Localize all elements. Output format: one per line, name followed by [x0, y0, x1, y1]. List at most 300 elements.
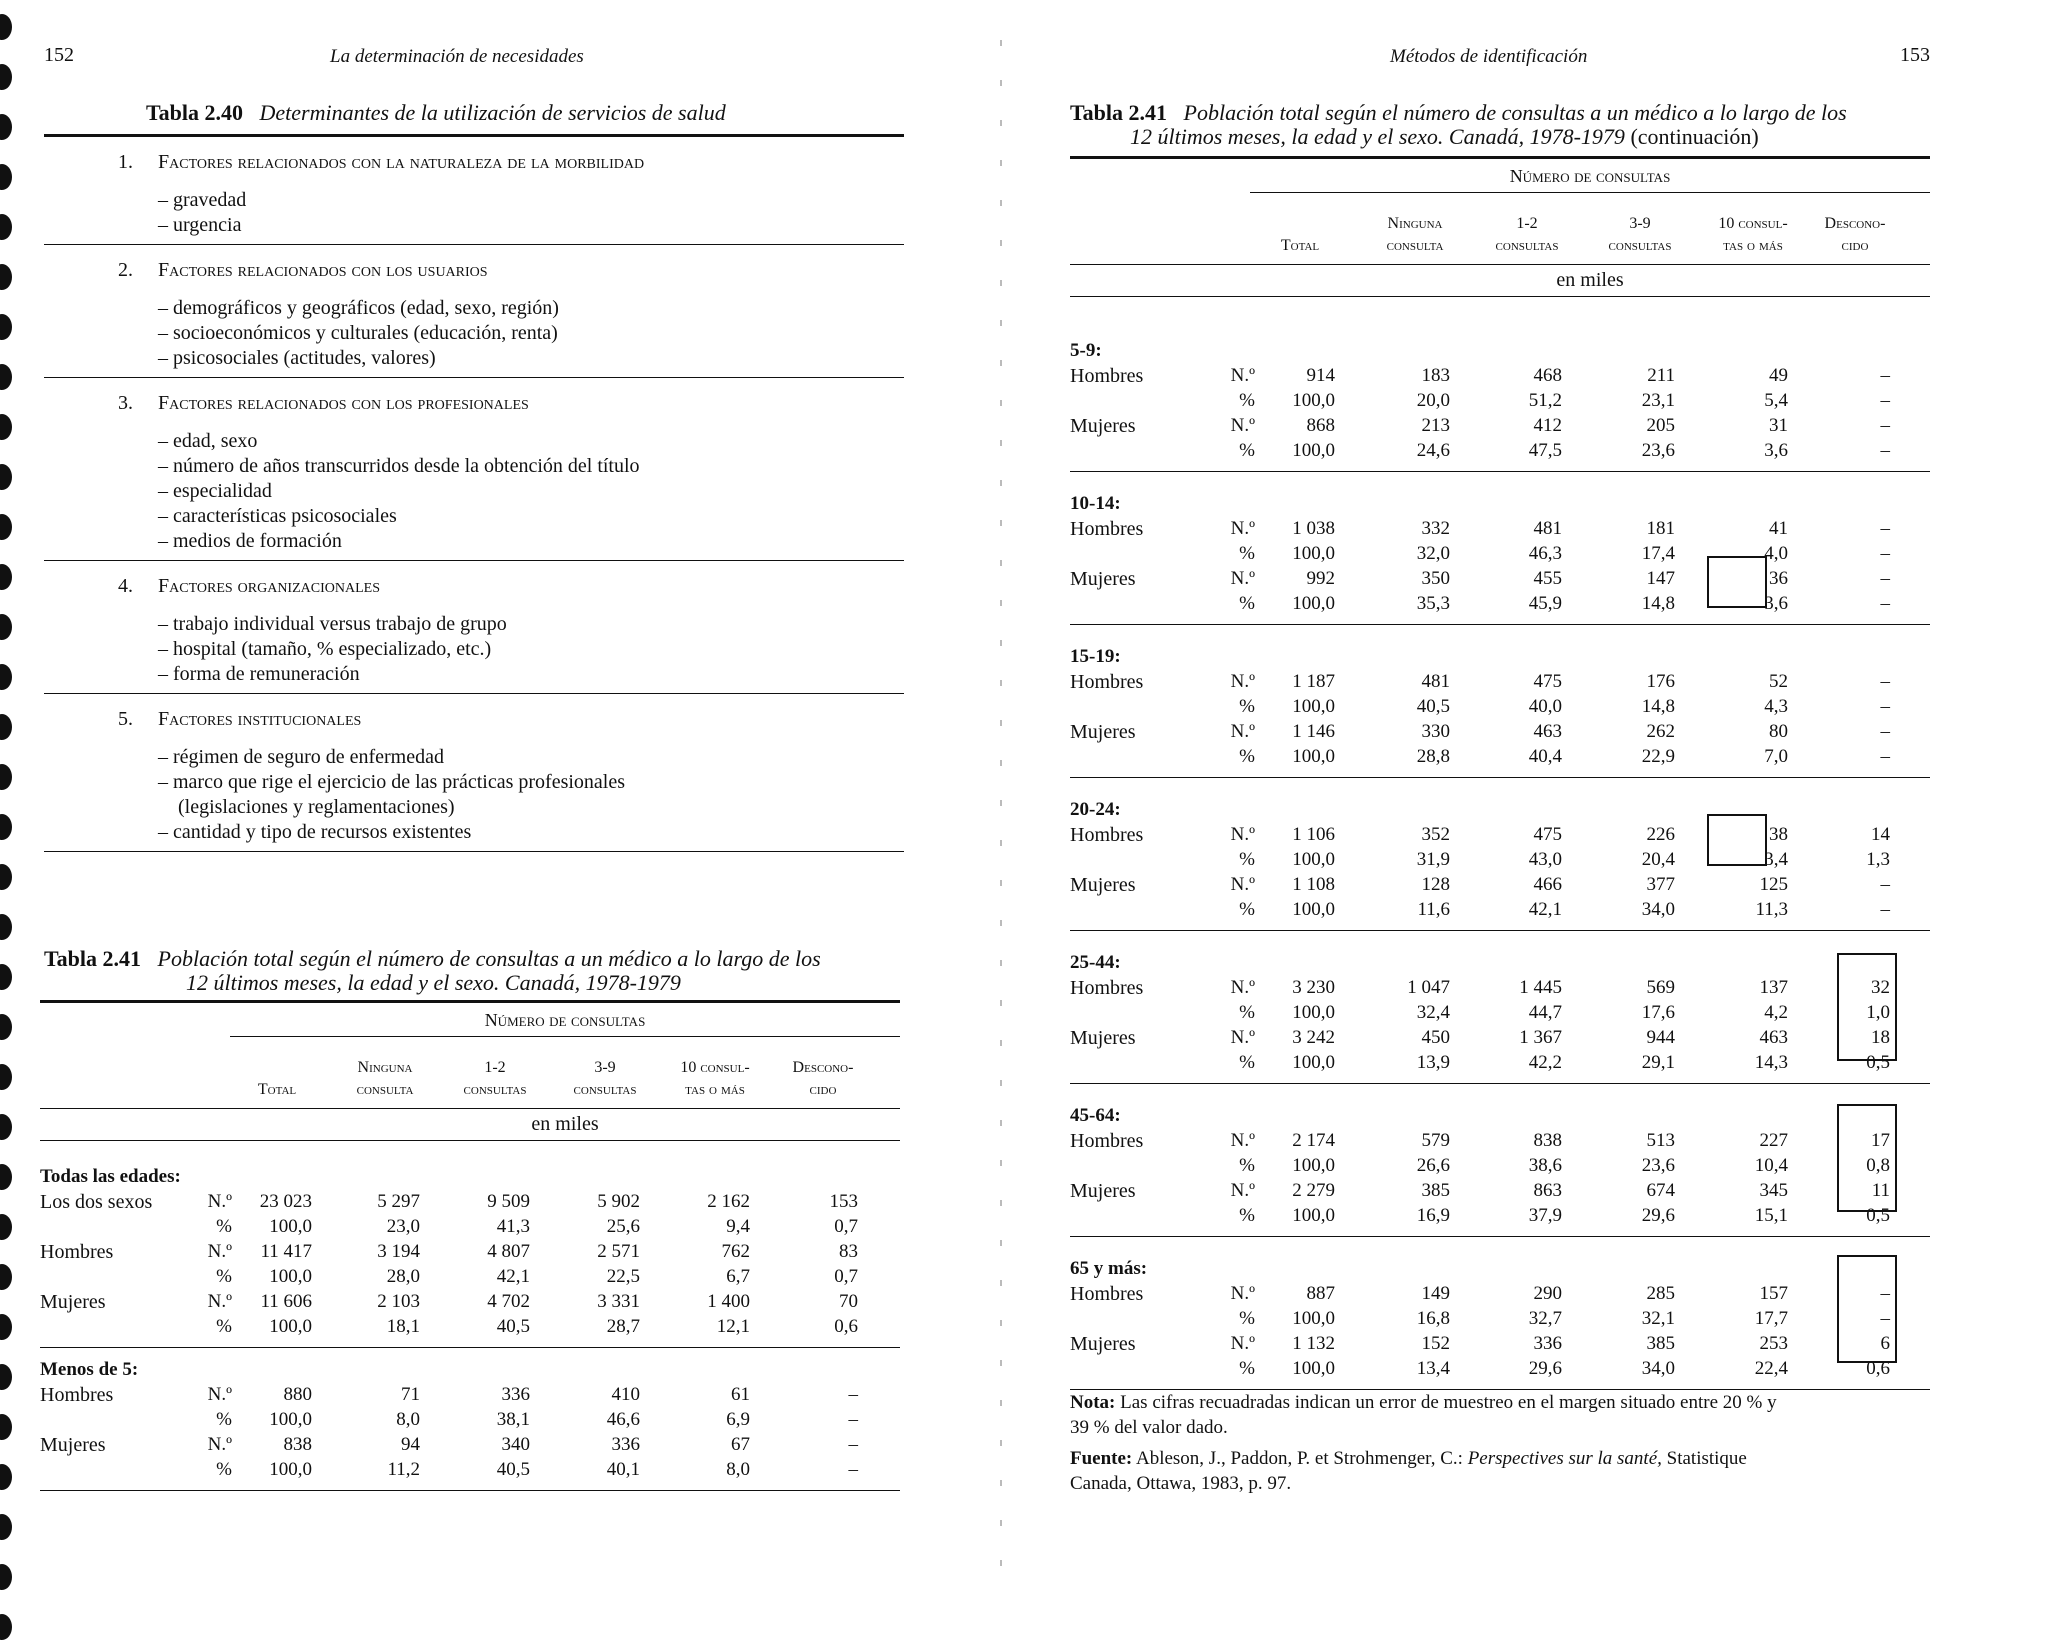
row-unit: % — [216, 1409, 232, 1430]
super-header-rule — [1250, 192, 1930, 193]
section-number: 2. — [118, 259, 133, 281]
error-box — [1837, 953, 1897, 1061]
table-cell: 3 242 — [1292, 1027, 1335, 1048]
table-cell: – — [1880, 415, 1890, 436]
table-cell: 100,0 — [1292, 390, 1335, 411]
table-cell: 226 — [1646, 824, 1675, 845]
table-cell: 455 — [1533, 568, 1562, 589]
table-cell: 481 — [1533, 518, 1562, 539]
table-cell: 42,2 — [1528, 1052, 1562, 1073]
binding-hole — [0, 1414, 12, 1440]
table-cell: – — [1880, 696, 1890, 717]
table-cell: 2 279 — [1292, 1180, 1335, 1201]
table-cell: 410 — [611, 1384, 640, 1405]
row-label: Mujeres — [40, 1434, 106, 1456]
column-header: 10 consul- — [680, 1059, 750, 1076]
column-header: consulta — [1386, 237, 1444, 254]
table-cell: 34,0 — [1641, 1358, 1675, 1379]
table-cell: 23,6 — [1641, 440, 1675, 461]
table-cell: 211 — [1647, 365, 1675, 386]
row-unit: N.º — [207, 1434, 232, 1455]
row-unit: N.º — [1230, 824, 1255, 845]
table-cell: 1 400 — [707, 1291, 750, 1312]
table-cell: 8,0 — [726, 1459, 750, 1480]
column-header: 1-2 — [484, 1059, 506, 1076]
source-publisher: Statistique — [1666, 1448, 1747, 1469]
table-cell: 1,0 — [1866, 1002, 1890, 1023]
super-header: Número de consultas — [1509, 166, 1671, 186]
row-unit: N.º — [1230, 518, 1255, 539]
binding-hole — [0, 114, 12, 140]
row-unit: N.º — [1230, 874, 1255, 895]
table-cell: 450 — [1421, 1027, 1450, 1048]
table-cell: 29,1 — [1641, 1052, 1675, 1073]
header-rule — [40, 1108, 900, 1109]
row-label: Mujeres — [1070, 415, 1136, 437]
table-cell: 100,0 — [1292, 849, 1335, 870]
table-cell: 17,4 — [1641, 543, 1675, 564]
page-number: 152 — [44, 44, 74, 66]
table-cell: 385 — [1421, 1180, 1450, 1201]
table-cell: 36 — [1769, 568, 1788, 589]
column-header: Total — [257, 1081, 297, 1098]
section-heading: Factores institucionales — [158, 708, 362, 730]
table-cell: 46,3 — [1528, 543, 1562, 564]
table-cell: 227 — [1759, 1130, 1788, 1151]
table-cell: 152 — [1421, 1333, 1450, 1354]
table-cell: 16,8 — [1416, 1308, 1450, 1329]
table-cell: 6,9 — [726, 1409, 750, 1430]
super-header: Número de consultas — [484, 1010, 646, 1030]
table-source — [1070, 1446, 1990, 1496]
table-cell: 38 — [1769, 824, 1788, 845]
column-header: consulta — [356, 1081, 414, 1098]
table-cell: 336 — [1533, 1333, 1562, 1354]
table-cell: 253 — [1759, 1333, 1788, 1354]
section-rule — [44, 693, 904, 694]
table-cell: 45,9 — [1528, 593, 1562, 614]
table-cell: 100,0 — [1292, 543, 1335, 564]
table-cell: 1 047 — [1407, 977, 1450, 998]
table-cell: – — [1880, 721, 1890, 742]
spiral-binding — [0, 0, 16, 1636]
table-cell: 100,0 — [269, 1316, 312, 1337]
group-rule — [1070, 930, 1930, 931]
table-cell: 1 106 — [1292, 824, 1335, 845]
table-cell: 23,6 — [1641, 1155, 1675, 1176]
list-item: – gravedad — [158, 189, 247, 211]
row-unit: % — [1239, 1052, 1255, 1073]
table-cell: 94 — [401, 1434, 420, 1455]
list-item: – hospital (tamaño, % especializado, etc.) — [158, 638, 492, 660]
row-unit: % — [1239, 1308, 1255, 1329]
table-cell: 513 — [1646, 1130, 1675, 1151]
row-label: Hombres — [1070, 518, 1144, 540]
table-cell: 3 194 — [377, 1241, 420, 1262]
table-cell: 128 — [1421, 874, 1450, 895]
table-cell: 332 — [1421, 518, 1450, 539]
table-cell: – — [1880, 543, 1890, 564]
column-header: Ninguna — [357, 1059, 413, 1076]
list-item: – demográficos y geográficos (edad, sexo, región) — [158, 297, 559, 319]
table-cell: 22,4 — [1754, 1358, 1788, 1379]
row-unit: % — [1239, 440, 1255, 461]
table-cell: 13,9 — [1416, 1052, 1450, 1073]
table-cell: 11,3 — [1755, 899, 1788, 920]
column-header: consultas — [463, 1081, 527, 1098]
group-heading: 25-44: — [1070, 952, 1121, 973]
continuation-label: (continuación) — [1630, 124, 1759, 149]
table-cell: 330 — [1421, 721, 1450, 742]
row-label: Mujeres — [1070, 568, 1136, 590]
section-rule — [44, 560, 904, 561]
table-cell: 37,9 — [1528, 1205, 1562, 1226]
table-cell: 83 — [839, 1241, 858, 1262]
table-cell: 992 — [1306, 568, 1335, 589]
binding-hole — [0, 1364, 12, 1390]
group-rule — [1070, 1083, 1930, 1084]
table-cell: – — [848, 1459, 858, 1480]
table-cell: 213 — [1421, 415, 1450, 436]
binding-hole — [0, 664, 12, 690]
table-cell: 15,1 — [1754, 1205, 1788, 1226]
section-rule — [44, 244, 904, 245]
table-cell: 377 — [1646, 874, 1675, 895]
table-cell: 23,0 — [386, 1216, 420, 1237]
left-page — [0, 0, 1000, 1636]
group-rule — [1070, 471, 1930, 472]
binding-hole — [0, 64, 12, 90]
table-cell: 41 — [1769, 518, 1788, 539]
binding-hole — [0, 464, 12, 490]
table-cell: 463 — [1759, 1027, 1788, 1048]
table-cell: 11 606 — [260, 1291, 312, 1312]
table-cell: 18,1 — [386, 1316, 420, 1337]
table-cell: 67 — [731, 1434, 750, 1455]
column-header: consultas — [573, 1081, 637, 1098]
row-label: Hombres — [1070, 365, 1144, 387]
column-header: tas o más — [685, 1081, 745, 1098]
list-item: – medios de formación — [158, 530, 342, 552]
table-cell: 4 807 — [487, 1241, 530, 1262]
table-cell: 3,6 — [1764, 440, 1788, 461]
table-cell: 80 — [1769, 721, 1788, 742]
table-cell: 466 — [1533, 874, 1562, 895]
row-unit: % — [1239, 1155, 1255, 1176]
table-cell: – — [848, 1434, 858, 1455]
table-cell: 43,0 — [1528, 849, 1562, 870]
source-line-2: Canada, Ottawa, 1983, p. 97. — [1070, 1473, 1292, 1494]
row-unit: % — [216, 1316, 232, 1337]
group-rule — [1070, 1236, 1930, 1237]
table-cell: 100,0 — [269, 1216, 312, 1237]
binding-hole — [0, 964, 12, 990]
section-rule — [44, 377, 904, 378]
table-cell: 8,0 — [396, 1409, 420, 1430]
row-unit: N.º — [1230, 365, 1255, 386]
table-cell: 40,5 — [496, 1459, 530, 1480]
section-heading: Factores relacionados con los usuarios — [158, 259, 488, 281]
units-label: en miles — [1556, 269, 1624, 291]
table-cell: 475 — [1533, 671, 1562, 692]
table-cell: 125 — [1759, 874, 1788, 895]
row-unit: % — [1239, 1205, 1255, 1226]
units-rule — [40, 1140, 900, 1141]
binding-hole — [0, 414, 12, 440]
table-cell: 41,3 — [496, 1216, 530, 1237]
binding-hole — [0, 1064, 12, 1090]
table-cell: 100,0 — [1292, 899, 1335, 920]
right-page — [1010, 0, 2048, 1636]
column-header: 10 consul- — [1718, 215, 1788, 232]
table-cell: 1,3 — [1866, 849, 1890, 870]
table-cell: 3,4 — [1764, 849, 1788, 870]
page-number: 153 — [1900, 44, 1930, 66]
row-unit: N.º — [1230, 1130, 1255, 1151]
table-cell: 31 — [1769, 415, 1788, 436]
row-label: Mujeres — [40, 1291, 106, 1313]
source-authors: Ableson, J., Paddon, P. et Strohmenger, C.: — [1135, 1448, 1463, 1469]
row-unit: % — [1239, 746, 1255, 767]
row-unit: N.º — [207, 1384, 232, 1405]
row-unit: % — [1239, 1002, 1255, 1023]
table-cell: 40,1 — [606, 1459, 640, 1480]
table-cell: 262 — [1646, 721, 1675, 742]
table-cell: 17,7 — [1754, 1308, 1788, 1329]
list-item: – número de años transcurridos desde la obtención del título — [158, 455, 640, 477]
table-cell: 2 174 — [1292, 1130, 1335, 1151]
row-unit: N.º — [1230, 568, 1255, 589]
table-cell: 14 — [1871, 824, 1890, 845]
row-label: Hombres — [1070, 824, 1144, 846]
row-unit: N.º — [1230, 415, 1255, 436]
table-cell: 0,5 — [1866, 1052, 1890, 1073]
table-cell: 24,6 — [1416, 440, 1450, 461]
table-cell: 3 230 — [1292, 977, 1335, 998]
table-caption: Población total según el número de consultas a un médico a lo largo de los — [1183, 100, 1847, 125]
table-cell: 7,0 — [1764, 746, 1788, 767]
table-cell: 4,0 — [1764, 543, 1788, 564]
row-unit: % — [1239, 899, 1255, 920]
section-heading: Factores organizacionales — [158, 575, 380, 597]
list-item: – marco que rige el ejercicio de las prácticas profesionales — [158, 771, 626, 793]
row-label: Hombres — [1070, 1283, 1144, 1305]
table-cell: 0,7 — [834, 1216, 858, 1237]
table-cell: 2 571 — [597, 1241, 640, 1262]
group-rule — [1070, 777, 1930, 778]
table-cell: 1 132 — [1292, 1333, 1335, 1354]
table-cell: 579 — [1421, 1130, 1450, 1151]
list-item: – especialidad — [158, 480, 272, 502]
table-cell: 18 — [1871, 1027, 1890, 1048]
table-cell: 345 — [1759, 1180, 1788, 1201]
table-cell: 32 — [1871, 977, 1890, 998]
table-cell: 46,6 — [606, 1409, 640, 1430]
row-unit: N.º — [1230, 1283, 1255, 1304]
binding-hole — [0, 614, 12, 640]
table-cell: 32,7 — [1528, 1308, 1562, 1329]
table-top-rule — [1070, 156, 1930, 159]
row-label: Hombres — [40, 1241, 114, 1263]
column-header: cido — [809, 1081, 837, 1098]
binding-hole — [0, 1314, 12, 1340]
table-label: Tabla 2.41 — [1070, 100, 1168, 125]
table-cell: 674 — [1646, 1180, 1675, 1201]
table-cell: 100,0 — [1292, 1155, 1335, 1176]
row-unit: N.º — [1230, 977, 1255, 998]
table-cell: 100,0 — [269, 1409, 312, 1430]
table-cell: 25,6 — [606, 1216, 640, 1237]
group-heading: 15-19: — [1070, 646, 1121, 667]
table-caption: Población total según el número de consultas a un médico a lo largo de los — [157, 946, 821, 971]
table-cell: 22,9 — [1641, 746, 1675, 767]
binding-hole — [0, 314, 12, 340]
table-cell: 5 902 — [597, 1191, 640, 1212]
table-cell: 176 — [1646, 671, 1675, 692]
list-item: – características psicosociales — [158, 505, 397, 527]
table-cell: 23,1 — [1641, 390, 1675, 411]
section-number: 3. — [118, 392, 133, 414]
table-cell: 481 — [1421, 671, 1450, 692]
table-cell: 11 417 — [260, 1241, 312, 1262]
table-note — [1070, 1390, 1990, 1440]
table-caption: 12 últimos meses, la edad y el sexo. Canadá, 1978-1979 — [1130, 124, 1625, 149]
table-cell: 863 — [1533, 1180, 1562, 1201]
table-cell: 290 — [1533, 1283, 1562, 1304]
units-rule — [1070, 296, 1930, 297]
table-cell: – — [1880, 518, 1890, 539]
binding-hole — [0, 764, 12, 790]
table-cell: 838 — [1533, 1130, 1562, 1151]
binding-hole — [0, 1264, 12, 1290]
binding-hole — [0, 514, 12, 540]
error-box — [1837, 1104, 1897, 1212]
section-heading: Factores relacionados con la naturaleza de la morbilidad — [158, 151, 645, 173]
binding-hole — [0, 14, 12, 40]
table-caption: 12 últimos meses, la edad y el sexo. Canadá, 1978-1979 — [186, 970, 681, 995]
list-item: – forma de remuneración — [158, 663, 360, 685]
table-cell: 5 297 — [377, 1191, 420, 1212]
row-unit: % — [1239, 593, 1255, 614]
group-heading: 20-24: — [1070, 799, 1121, 820]
table-241-title — [44, 946, 821, 972]
table-cell: 1 187 — [1292, 671, 1335, 692]
table-cell: 336 — [501, 1384, 530, 1405]
row-label: Hombres — [1070, 1130, 1144, 1152]
table-label: Tabla 2.41 — [44, 946, 142, 971]
group-rule — [40, 1347, 900, 1348]
table-cell: 2 103 — [377, 1291, 420, 1312]
binding-hole — [0, 1014, 12, 1040]
table-cell: 463 — [1533, 721, 1562, 742]
table-cell: 11 — [1871, 1180, 1890, 1201]
table-cell: 38,1 — [496, 1409, 530, 1430]
table-cell: 34,0 — [1641, 899, 1675, 920]
error-box — [1707, 814, 1767, 866]
column-header: consultas — [1495, 237, 1559, 254]
list-item: – psicosociales (actitudes, valores) — [158, 347, 436, 369]
error-box — [1707, 556, 1767, 608]
row-label: Hombres — [1070, 977, 1144, 999]
table-cell: 6 — [1880, 1333, 1890, 1354]
table-cell: 47,5 — [1528, 440, 1562, 461]
row-unit: N.º — [207, 1191, 232, 1212]
table-cell: 183 — [1421, 365, 1450, 386]
row-label: Mujeres — [1070, 1180, 1136, 1202]
table-cell: 29,6 — [1641, 1205, 1675, 1226]
group-rule — [40, 1490, 900, 1491]
list-item: – trabajo individual versus trabajo de grupo — [158, 613, 507, 635]
table-cell: 17 — [1871, 1130, 1890, 1151]
group-heading: 45-64: — [1070, 1105, 1121, 1126]
row-unit: % — [216, 1266, 232, 1287]
table-cell: 14,8 — [1641, 593, 1675, 614]
table-cell: 100,0 — [1292, 696, 1335, 717]
table-cell: 1 146 — [1292, 721, 1335, 742]
table-cell: 5,4 — [1764, 390, 1788, 411]
table-cell: 100,0 — [1292, 1052, 1335, 1073]
binding-hole — [0, 1464, 12, 1490]
table-cell: 0,6 — [1866, 1358, 1890, 1379]
table-cell: 29,6 — [1528, 1358, 1562, 1379]
table-cell: 22,5 — [606, 1266, 640, 1287]
row-label: Los dos sexos — [40, 1191, 153, 1213]
table-cell: 100,0 — [1292, 746, 1335, 767]
table-cell: 28,0 — [386, 1266, 420, 1287]
table-cell: 11,6 — [1417, 899, 1450, 920]
row-unit: N.º — [207, 1241, 232, 1262]
group-rule — [1070, 624, 1930, 625]
group-heading: 10-14: — [1070, 493, 1121, 514]
table-cell: 32,4 — [1416, 1002, 1450, 1023]
row-unit: N.º — [1230, 1333, 1255, 1354]
row-unit: % — [1239, 849, 1255, 870]
note-text: Las cifras recuadradas indican un error de muestreo en el margen situado entre 20 % y — [1120, 1392, 1777, 1413]
table-cell: 40,4 — [1528, 746, 1562, 767]
column-header: consultas — [1608, 237, 1672, 254]
table-cell: 475 — [1533, 824, 1562, 845]
table-cell: 12,1 — [716, 1316, 750, 1337]
binding-hole — [0, 564, 12, 590]
binding-hole — [0, 1564, 12, 1590]
table-cell: 1 108 — [1292, 874, 1335, 895]
binding-hole — [0, 1514, 12, 1540]
table-cell: 1 445 — [1519, 977, 1562, 998]
table-cell: 3 331 — [597, 1291, 640, 1312]
column-header: Descono- — [792, 1059, 854, 1076]
binding-hole — [0, 864, 12, 890]
group-heading: Menos de 5: — [40, 1359, 139, 1380]
table-cell: 100,0 — [1292, 593, 1335, 614]
table-cell: 100,0 — [1292, 440, 1335, 461]
section-rule — [44, 851, 904, 852]
table-cell: 14,8 — [1641, 696, 1675, 717]
table-cell: 100,0 — [1292, 1308, 1335, 1329]
table-top-rule — [40, 1000, 900, 1003]
table-cell: – — [1880, 568, 1890, 589]
table-cell: 1 038 — [1292, 518, 1335, 539]
table-cell: – — [1880, 440, 1890, 461]
table-cell: – — [848, 1384, 858, 1405]
table-cell: – — [1880, 874, 1890, 895]
note-label: Nota: — [1070, 1392, 1116, 1413]
table-cell: 26,6 — [1416, 1155, 1450, 1176]
table-cell: – — [1880, 746, 1890, 767]
table-cell: 181 — [1646, 518, 1675, 539]
note-text-2: 39 % del valor dado. — [1070, 1417, 1228, 1438]
table-cell: 100,0 — [1292, 1358, 1335, 1379]
table-cell: 20,0 — [1416, 390, 1450, 411]
